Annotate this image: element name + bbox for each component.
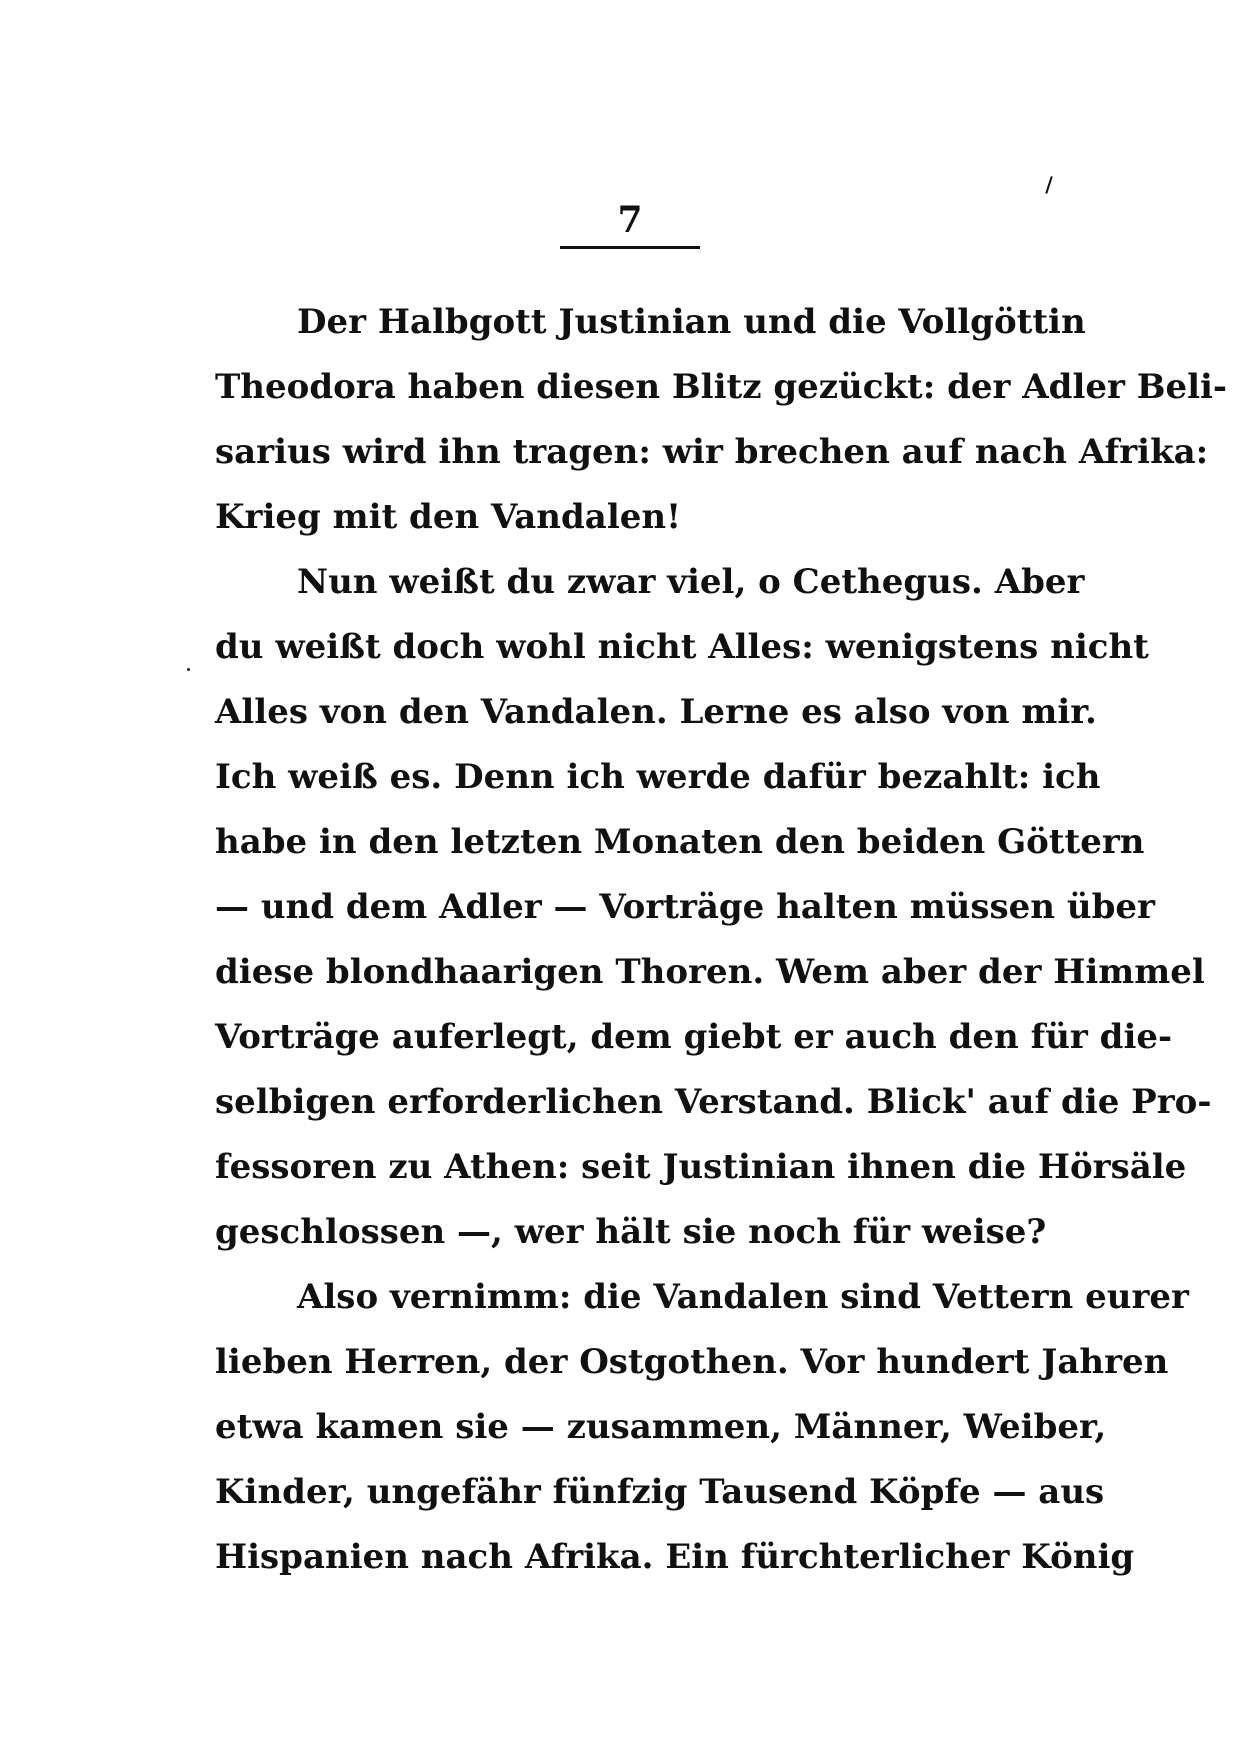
body-text bbox=[215, 290, 1228, 1590]
text-line: sarius wird ihn tragen: wir brechen auf nach Afrika: bbox=[215, 432, 1209, 472]
text-line: Theodora haben diesen Blitz gezückt: der Adler Beli- bbox=[215, 367, 1228, 407]
text-line: fessoren zu Athen: seit Justinian ihnen die Hörsäle bbox=[215, 1147, 1187, 1187]
text-line: habe in den letzten Monaten den beiden Göttern bbox=[215, 822, 1145, 862]
text-line: geschlossen —, wer hält sie noch für weise? bbox=[215, 1212, 1047, 1252]
text-line: diese blondhaarigen Thoren. Wem aber der Himmel bbox=[215, 952, 1205, 992]
text-line: Krieg mit den Vandalen! bbox=[215, 497, 682, 537]
text-line: Vorträge auferlegt, dem giebt er auch den für die- bbox=[215, 1017, 1173, 1057]
text-line: selbigen erforderlichen Verstand. Blick' auf die Pro- bbox=[215, 1082, 1212, 1122]
margin-dot bbox=[187, 668, 190, 671]
page-number: 7 bbox=[617, 199, 643, 241]
text-line: — und dem Adler — Vorträge halten müssen über bbox=[215, 887, 1155, 927]
text-line: Nun weißt du zwar viel, o Cethegus. Aber bbox=[297, 562, 1085, 602]
text-line: Also vernimm: die Vandalen sind Vettern eurer bbox=[297, 1277, 1189, 1317]
text-line: Ich weiß es. Denn ich werde dafür bezahlt: ich bbox=[215, 757, 1101, 797]
text-line: Hispanien nach Afrika. Ein fürchterlicher König bbox=[215, 1537, 1135, 1577]
page-number-rule bbox=[560, 246, 700, 249]
text-line: du weißt doch wohl nicht Alles: wenigstens nicht bbox=[215, 627, 1149, 667]
text-line: Alles von den Vandalen. Lerne es also von mir. bbox=[215, 692, 1097, 732]
margin-tick-mark bbox=[1045, 176, 1052, 194]
text-line: etwa kamen sie — zusammen, Männer, Weiber, bbox=[215, 1407, 1107, 1447]
text-line: Der Halbgott Justinian und die Vollgöttin bbox=[297, 302, 1086, 342]
text-line: Kinder, ungefähr fünfzig Tausend Köpfe — aus bbox=[215, 1472, 1105, 1512]
text-line: lieben Herren, der Ostgothen. Vor hundert Jahren bbox=[215, 1342, 1169, 1382]
